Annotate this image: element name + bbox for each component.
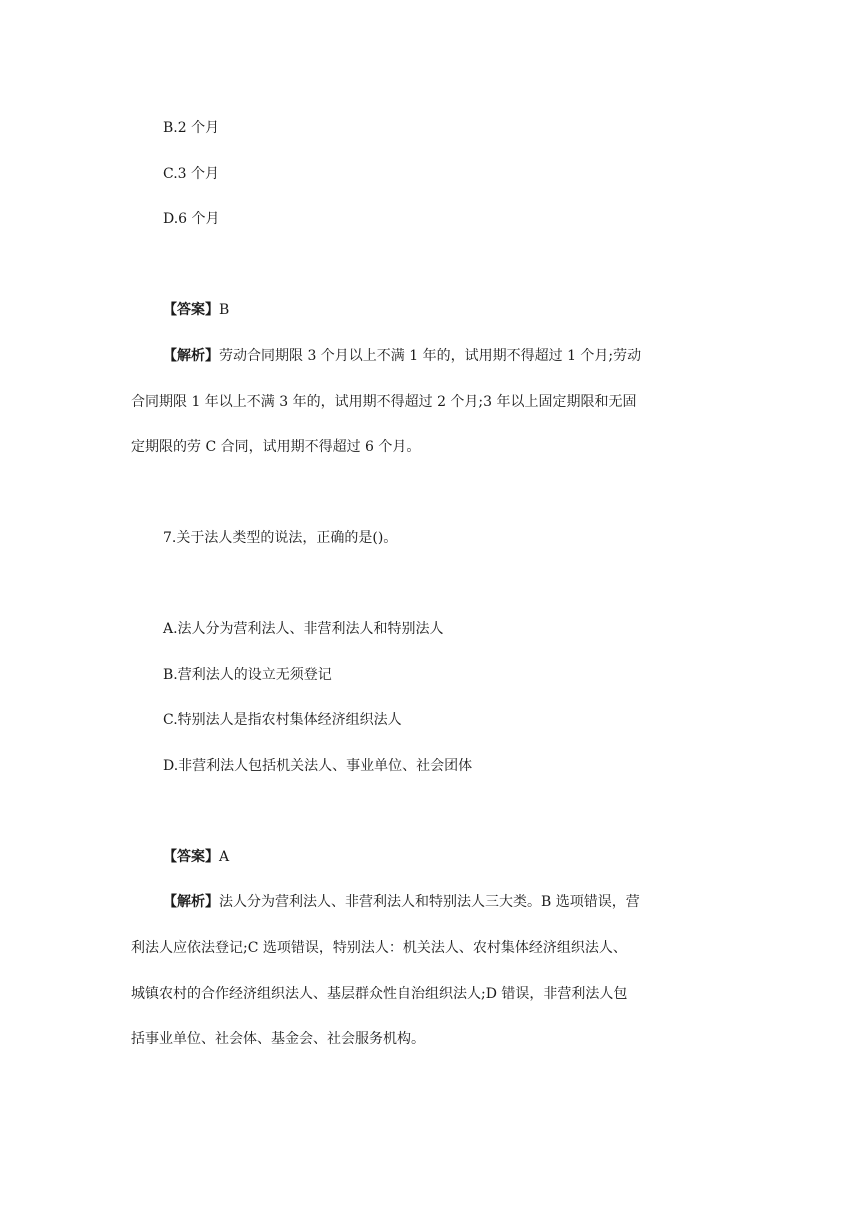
q7-question: 7.关于法人类型的说法，正确的是()。 [163,530,398,546]
q6-option-b: B.2 个月 [163,120,220,136]
q6-analysis-line-3: 定期限的劳 C 合同，试用期不得超过 6 个月。 [131,439,421,455]
q7-answer [163,848,229,866]
q7-option-a: A.法人分为营利法人、非营利法人和特别法人 [163,621,444,637]
q6-analysis-text-1: 劳动合同期限 3 个月以上不满 1 年的，试用期不得超过 1 个月;劳动 [219,348,642,364]
q6-answer-value: B [219,302,230,318]
q7-answer-tag: 【答案】 [163,849,219,865]
q7-analysis-line-1 [163,893,640,911]
q7-analysis-line-2: 利法人应依法登记;C 选项错误，特别法人：机关法人、农村集体经济组织法人、 [131,940,627,956]
q6-analysis-line-2: 合同期限 1 年以上不满 3 年的，试用期不得超过 2 个月;3 年以上固定期限和无固 [131,394,637,410]
q6-option-d: D.6 个月 [163,211,220,227]
q6-analysis-tag: 【解析】 [163,348,219,364]
q6-option-c: C.3 个月 [163,166,220,182]
q7-answer-value: A [219,849,230,865]
q6-analysis-line-1 [163,347,641,365]
q7-option-c: C.特别法人是指农村集体经济组织法人 [163,712,402,728]
q7-option-b: B.营利法人的设立无须登记 [163,667,332,683]
q7-analysis-line-3: 城镇农村的合作经济组织法人、基层群众性自治组织法人;D 错误，非营利法人包 [131,986,628,1002]
q6-answer-tag: 【答案】 [163,302,219,318]
q7-option-d: D.非营利法人包括机关法人、事业单位、社会团体 [163,758,473,774]
q7-analysis-text-1: 法人分为营利法人、非营利法人和特别法人三大类。B 选项错误，营 [219,894,640,910]
q7-analysis-tag: 【解析】 [163,894,219,910]
q7-analysis-line-4: 括事业单位、社会体、基金会、社会服务机构。 [131,1031,425,1047]
q6-answer [163,301,229,319]
